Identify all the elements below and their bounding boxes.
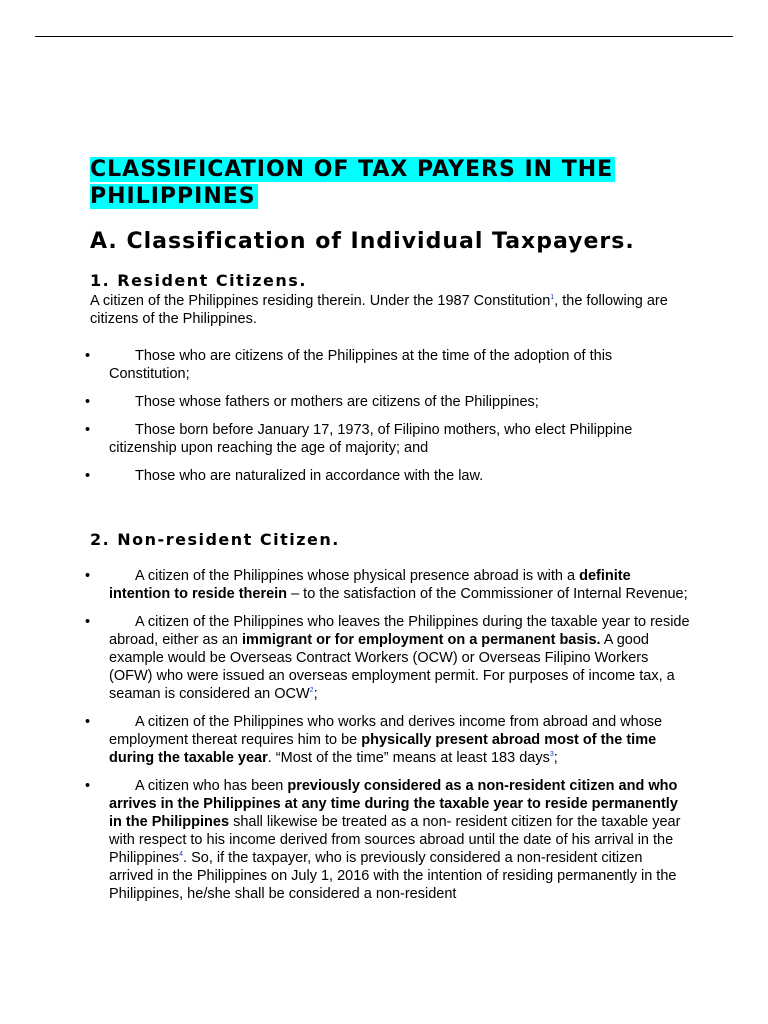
resident-intro-paragraph xyxy=(90,292,690,328)
title-line-2: PHILIPPINES xyxy=(90,184,256,209)
list-item xyxy=(85,713,690,767)
list-item xyxy=(85,467,690,485)
bullet-icon: • xyxy=(85,348,91,364)
item-bold-text: previously considered as a non-resident citizen and who arrives in the Philippines at any time during the taxable year to reside permanently in the Philippines xyxy=(109,778,678,830)
footnote-link-1[interactable]: 1 xyxy=(550,294,555,302)
list-item xyxy=(85,347,690,383)
intro-text-after: , the following are citizens of the Philippines. xyxy=(90,293,668,327)
title-line-1: CLASSIFICATION OF TAX PAYERS IN THE xyxy=(90,157,614,182)
item-bold-text: definite intention to reside therein xyxy=(109,568,631,602)
list-item-text: Those who are citizens of the Philippines at the time of the adoption of this Constitution; xyxy=(109,348,613,382)
bullet-icon: • xyxy=(85,468,91,484)
resident-citizens-list xyxy=(85,347,690,485)
nonresident-citizen-list xyxy=(85,567,690,903)
item-bold-text: immigrant or for employment on a permanent basis. xyxy=(242,632,601,648)
document-body xyxy=(85,156,690,913)
item-text: A citizen of the Philippines who works and derives income from abroad and whose employment thereat requires him to be xyxy=(109,714,663,748)
bullet-icon: • xyxy=(85,568,91,584)
list-item xyxy=(85,393,690,411)
item-text: . So, if the taxpayer, who is previously considered a non-resident citizen arrived in the Philippines on July 1, 2016 with the intention of residing permanently in the Philippines, he/she shall be considered a non-resident xyxy=(109,850,677,902)
bullet-icon: • xyxy=(85,614,91,630)
resident-citizens-heading: 1. Resident Citizens. xyxy=(90,271,307,290)
item-text: shall likewise be treated as a non- resident citizen for the taxable year with respect to his income derived from sources abroad until the date of his arrival in the Philippines xyxy=(109,814,681,866)
item-text: . “Most of the time” means at least 183 days xyxy=(267,750,550,766)
intro-text-before: A citizen of the Philippines residing therein. Under the 1987 Constitution xyxy=(90,293,551,309)
list-item-text: Those whose fathers or mothers are citizens of the Philippines; xyxy=(135,394,539,410)
header-rule xyxy=(35,36,733,37)
item-bold-text: physically present abroad most of the time during the taxable year xyxy=(109,732,657,766)
nonresident-citizen-heading: 2. Non-resident Citizen. xyxy=(90,530,340,549)
footnote-link-2[interactable]: 2 xyxy=(309,687,314,695)
section-a-heading: A. Classification of Individual Taxpayers. xyxy=(90,229,635,254)
item-text: A good example would be Overseas Contract Workers (OCW) or Overseas Filipino Workers (OFW) who were issued an overseas employment permit. For purposes of income tax, a seaman is considered an OCW xyxy=(109,632,675,702)
list-item xyxy=(85,421,690,457)
footnote-link-3[interactable]: 3 xyxy=(549,751,554,759)
item-text: ; xyxy=(313,686,318,702)
list-item xyxy=(85,777,690,903)
bullet-icon: • xyxy=(85,422,91,438)
list-item xyxy=(85,567,690,603)
item-text: – to the satisfaction of the Commissioner of Internal Revenue; xyxy=(287,586,688,602)
item-text: A citizen who has been xyxy=(135,778,288,794)
list-item-text: Those who are naturalized in accordance with the law. xyxy=(135,468,484,484)
item-text: A citizen of the Philippines who leaves the Philippines during the taxable year to reside abroad, either as an xyxy=(109,614,690,648)
item-text: ; xyxy=(553,750,558,766)
bullet-icon: • xyxy=(85,394,91,410)
footnote-link-4[interactable]: 4 xyxy=(179,851,184,859)
list-item-text: Those born before January 17, 1973, of Filipino mothers, who elect Philippine citizenship upon reaching the age of majority; and xyxy=(109,422,633,456)
bullet-icon: • xyxy=(85,778,91,794)
document-title xyxy=(90,156,690,210)
item-text: A citizen of the Philippines whose physical presence abroad is with a xyxy=(135,568,580,584)
list-item xyxy=(85,613,690,703)
bullet-icon: • xyxy=(85,714,91,730)
